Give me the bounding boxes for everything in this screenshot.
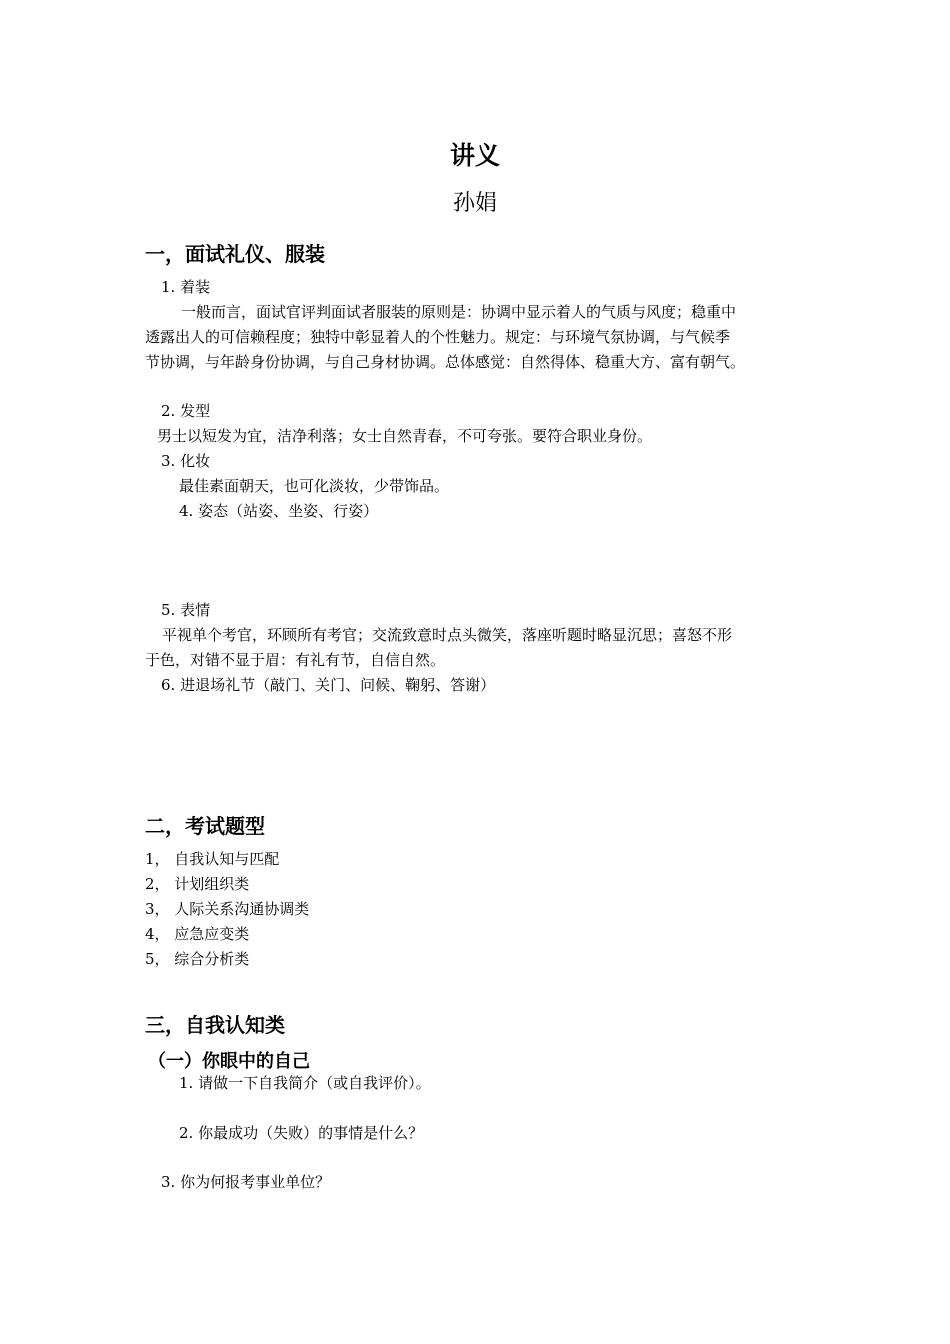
list-item: 5， 综合分析类 xyxy=(145,950,250,968)
list-item: 3， 人际关系沟通协调类 xyxy=(145,900,310,918)
list-item-posture: 4. 姿态（站姿、坐姿、行姿） xyxy=(179,502,379,520)
list-item: 2， 计划组织类 xyxy=(145,875,250,893)
page-title: 讲义 xyxy=(449,141,500,170)
question-item: 1. 请做一下自我简介（或自我评价）。 xyxy=(179,1074,431,1092)
paragraph-attire-line2: 透露出人的可信赖程度；独特中彰显着人的个性魅力。规定：与环境气氛协调，与气候季 xyxy=(145,328,731,346)
paragraph-expression-line2: 于色，对错不显于眉：有礼有节，自信自然。 xyxy=(145,651,446,669)
paragraph-expression-line1: 平视单个考官，环顾所有考官；交流致意时点头微笑，落座听题时略显沉思；喜怒不形 xyxy=(162,626,733,644)
section-heading-question-types: 二，考试题型 xyxy=(145,814,265,838)
question-item: 3. 你为何报考事业单位？ xyxy=(161,1173,331,1191)
list-item-makeup: 3. 化妆 xyxy=(161,452,211,470)
subsection-heading: （一）你眼中的自己 xyxy=(148,1051,310,1072)
list-item-entry-exit: 6. 进退场礼节（敲门、关门、问候、鞠躬、答谢） xyxy=(161,676,496,694)
list-item-attire: 1. 着装 xyxy=(161,278,211,296)
section-heading-self-cognition: 三，自我认知类 xyxy=(145,1013,285,1037)
paragraph-makeup: 最佳素面朝天，也可化淡妆，少带饰品。 xyxy=(179,477,450,495)
paragraph-hairstyle: 男士以短发为宜，洁净利落；女士自然青春，不可夸张。要符合职业身份。 xyxy=(157,427,653,445)
list-item: 4， 应急应变类 xyxy=(145,925,250,943)
paragraph-attire-line1: 一般而言，面试官评判面试者服装的原则是：协调中显示着人的气质与风度；稳重中 xyxy=(181,303,737,321)
question-item: 2. 你最成功（失败）的事情是什么？ xyxy=(179,1124,424,1142)
section-heading-etiquette: 一，面试礼仪、服装 xyxy=(145,242,325,266)
list-item-expression: 5. 表情 xyxy=(161,601,211,619)
list-item: 1， 自我认知与匹配 xyxy=(145,850,280,868)
author-name: 孙娟 xyxy=(452,191,497,216)
list-item-hairstyle: 2. 发型 xyxy=(161,402,211,420)
paragraph-attire-line3: 节协调，与年龄身份协调，与自己身材协调。总体感觉：自然得体、稳重大方、富有朝气。 xyxy=(145,353,746,371)
